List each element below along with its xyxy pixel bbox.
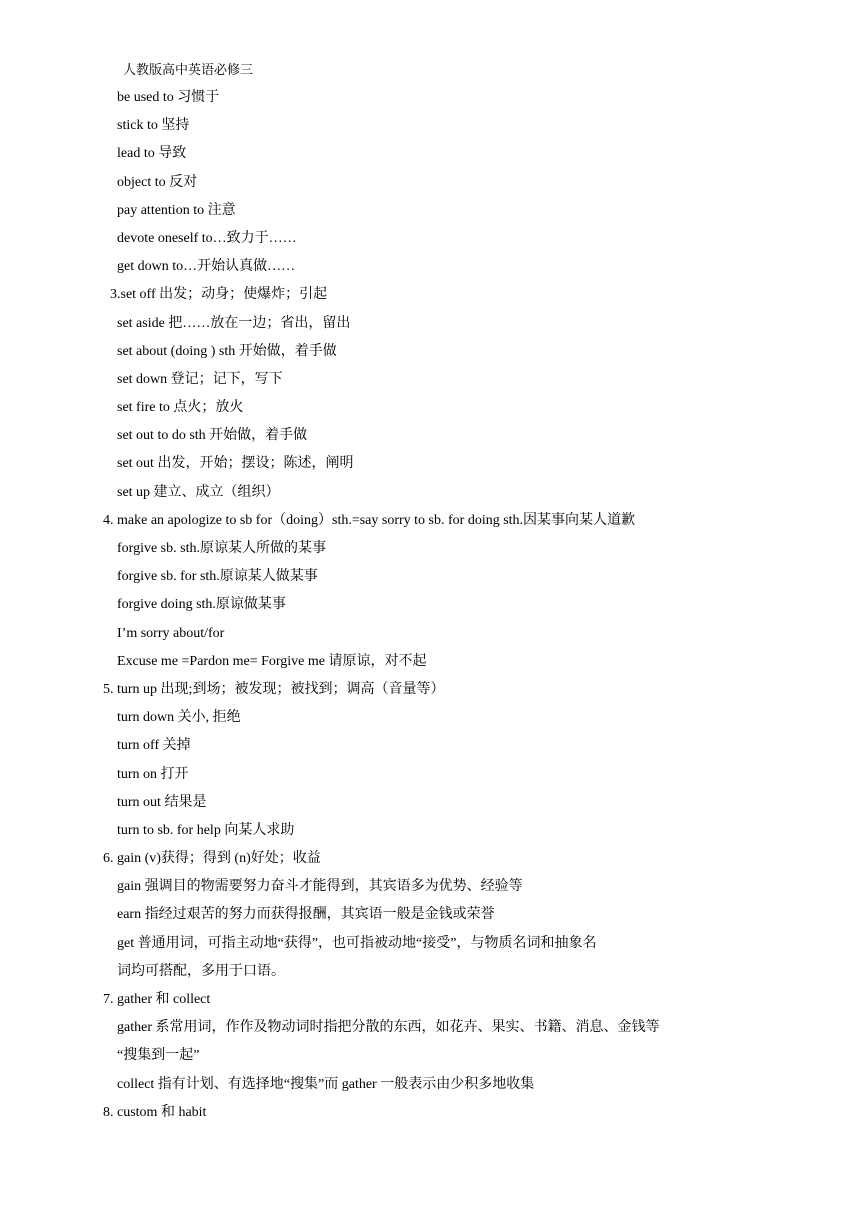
text-line: turn off 关掉 xyxy=(117,738,191,754)
section-heading: 3.set off 出发；动身；使爆炸；引起 xyxy=(110,287,328,303)
text-line: pay attention to 注意 xyxy=(117,202,236,218)
section-heading: 8. custom 和 habit xyxy=(103,1104,207,1120)
section-heading: 5. turn up 出现;到场；被发现；被找到；调高（音量等） xyxy=(103,681,445,697)
text-line: get down to…开始认真做…… xyxy=(117,259,296,275)
section-heading: 6. gain (v)获得；得到 (n)好处；收益 xyxy=(103,851,321,867)
text-line: 词均可搭配，多用于口语。 xyxy=(117,963,285,979)
text-line: Excuse me =Pardon me= Forgive me 请原谅，对不起 xyxy=(117,653,427,669)
text-line: turn to sb. for help 向某人求助 xyxy=(117,822,295,838)
text-line: set out to do sth 开始做，着手做 xyxy=(117,428,308,444)
text-line: forgive sb. sth.原谅某人所做的某事 xyxy=(117,541,326,556)
text-line: devote oneself to…致力于…… xyxy=(117,230,297,246)
text-line: set up 建立、成立（组织） xyxy=(117,484,280,500)
document-body xyxy=(0,84,860,1127)
text-line: object to 反对 xyxy=(117,174,198,190)
text-line: collect 指有计划、有选择地“搜集”而 gather 一般表示由少积多地收集 xyxy=(117,1076,535,1092)
text-line: be used to 习惯于 xyxy=(117,90,220,105)
text-line: gain 强调目的物需要努力奋斗才能得到，其宾语多为优势、经验等 xyxy=(117,879,523,895)
text-line: turn out 结果是 xyxy=(117,794,207,810)
text-line: stick to 坚持 xyxy=(117,118,190,134)
section-heading: 7. gather 和 collect xyxy=(103,992,211,1007)
text-line: set about (doing ) sth 开始做，着手做 xyxy=(117,343,337,359)
section-heading: 4. make an apologize to sb for（doing）sth.=say sorry to sb. for doing sth.因某事向某人道歉 xyxy=(103,512,636,528)
text-line: set down 登记；记下，写下 xyxy=(117,371,283,387)
text-line: set aside 把……放在一边；省出，留出 xyxy=(117,315,351,331)
text-line: forgive sb. for sth.原谅某人做某事 xyxy=(117,569,318,585)
text-line: earn 指经过艰苦的努力而获得报酬，其宾语一般是金钱或荣誉 xyxy=(117,907,495,923)
text-line: set out 出发，开始；摆设；陈述，阐明 xyxy=(117,456,354,472)
text-line: forgive doing sth.原谅做某事 xyxy=(117,597,286,613)
text-line: “搜集到一起” xyxy=(117,1048,200,1064)
text-line: turn on 打开 xyxy=(117,766,189,782)
text-line: I’m sorry about/for xyxy=(117,625,225,641)
text-line: lead to 导致 xyxy=(117,146,187,162)
document-header: 人教版高中英语必修三 xyxy=(123,62,254,77)
text-line: set fire to 点火；放火 xyxy=(117,400,244,416)
text-line: gather 系常用词，作作及物动词时指把分散的东西，如花卉、果实、书籍、消息、金钱等 xyxy=(117,1020,660,1036)
text-line: get 普通用词，可指主动地“获得”，也可指被动地“接受”，与物质名词和抽象名 xyxy=(117,935,597,951)
text-line: turn down 关小, 拒绝 xyxy=(117,710,241,726)
